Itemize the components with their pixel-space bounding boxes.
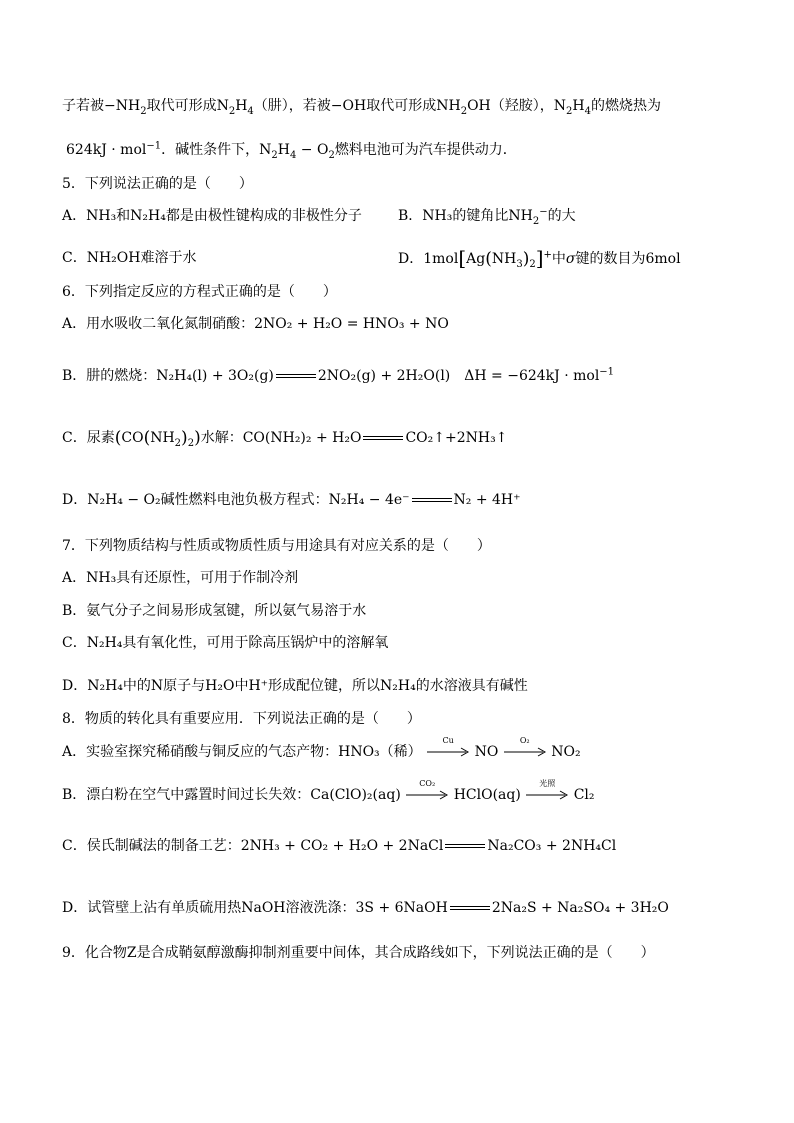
reaction-arrow (503, 736, 547, 759)
intro-text: （羟胺）， (490, 98, 554, 114)
option-text: 水解：CO(NH₂)₂ + H₂O (200, 430, 362, 446)
q5-option-d[interactable]: D．$1mol[Ag(NH_3)_2]^+$中σ键的数目为6mol (398, 246, 681, 270)
option-text: 2Na₂S + Na₂SO₄ + 3H₂O (491, 900, 669, 916)
option-text: C．尿素 (62, 430, 115, 446)
q7-option-d[interactable]: D．N₂H₄中的N原子与H₂O中H⁺形成配位键，所以N₂H₄的水溶液具有碱性 (62, 678, 528, 694)
q6-option-a[interactable]: A．用水吸收二氧化氮制硝酸：2NO₂ + H₂O = HNO₃ + NO (62, 316, 449, 332)
option-text: Na₂CO₃ + 2NH₄Cl (487, 838, 617, 854)
option-text: 中 (551, 251, 566, 267)
option-text: 的大 (547, 208, 576, 224)
equals-bar (412, 498, 452, 502)
option-text: N₂ + 4H⁺ (453, 492, 521, 508)
option-text: 键的数目为6mol (575, 251, 681, 267)
intro-text: ．碱性条件下， (161, 142, 260, 158)
option-text: D．N₂H₄ − O₂碱性燃料电池负极方程式：N₂H₄ − 4e⁻ (62, 492, 410, 508)
intro-text: 取代可形成 (146, 98, 217, 114)
question-8-stem: 8．物质的转化具有重要应用．下列说法正确的是（ ） (62, 711, 421, 727)
arrow-label: Cu (442, 736, 454, 745)
option-text: C．侯氏制碱法的制备工艺：2NH₃ + CO₂ + H₂O + 2NaCl (62, 838, 444, 854)
option-text: B．肼的燃烧：N₂H₄(l) + 3O₂(g) (62, 368, 274, 384)
option-text: HClO(aq) (453, 787, 521, 803)
intro-line-2: 624kJ · mol$^{-1}$．碱性条件下，$N_2H_4 - O_2$燃料电池可为汽车提供动力． (66, 140, 517, 161)
q5-option-b[interactable]: B．NH₃的键角比$NH_2^-$的大 (398, 206, 576, 227)
intro-text: 燃料电池可为汽车提供动力． (334, 142, 517, 158)
option-text: 2NO₂(g) + 2H₂O(l) ΔH = −624kJ · mol (317, 368, 600, 384)
equals-bar (450, 906, 490, 910)
intro-text: 624kJ · mol (66, 142, 147, 158)
arrow-label: CO₂ (419, 779, 436, 788)
reaction-arrow (525, 779, 569, 802)
option-text: Cl₂ (573, 787, 595, 803)
option-text: NO₂ (551, 744, 581, 760)
q6-option-d[interactable] (62, 490, 521, 510)
question-7-stem: 7．下列物质结构与性质或物质性质与用途具有对应关系的是（ ） (62, 538, 491, 554)
q7-option-b[interactable]: B．氨气分子之间易形成氢键，所以氨气易溶于水 (62, 603, 367, 619)
intro-text: 取代可形成 (366, 98, 437, 114)
q8-option-d[interactable] (62, 898, 669, 918)
equals-bar (276, 374, 316, 378)
question-6-stem: 6．下列指定反应的方程式正确的是（ ） (62, 284, 337, 300)
q5-option-c[interactable]: C．NH₂OH难溶于水 (62, 250, 197, 266)
option-text: B．NH₃的键角比 (398, 208, 509, 224)
option-text: NO (474, 744, 499, 760)
intro-text: 的燃烧热为 (590, 98, 661, 114)
equals-bar (445, 844, 485, 848)
q8-option-c[interactable] (62, 836, 616, 856)
intro-text: 子若被 (62, 98, 104, 114)
question-5-stem: 5．下列说法正确的是（ ） (62, 176, 253, 192)
option-text: CO₂↑+2NH₃↑ (405, 430, 508, 446)
arrow-label: 光照 (539, 779, 556, 788)
q6-option-c[interactable]: C．尿素$(CO(NH_2)_2)$水解：CO(NH₂)₂ + H₂O CO₂↑+2NH₃↑ (62, 428, 508, 449)
q6-option-b[interactable]: B．肼的燃烧：N₂H₄(l) + 3O₂(g) 2NO₂(g) + 2H₂O(l) ΔH = −624kJ · mol$^{-1}$ (62, 366, 615, 384)
intro-text: （肼），若被 (253, 98, 331, 114)
equals-bar (363, 436, 403, 440)
q7-option-c[interactable]: C．N₂H₄具有氧化性，可用于除高压锅炉中的溶解氧 (62, 635, 389, 651)
option-text: A．实验室探究稀硝酸与铜反应的气态产物：HNO₃（稀） (62, 744, 422, 760)
question-9-stem: 9．化合物Z是合成鞘氨醇激酶抑制剂重要中间体，其合成路线如下，下列说法正确的是（ ） (62, 945, 655, 961)
q5-option-a[interactable]: A．NH₃和N₂H₄都是由极性键构成的非极性分子 (62, 208, 362, 224)
q7-option-a[interactable]: A．NH₃具有还原性，可用于作制冷剂 (62, 570, 299, 586)
option-text: B．漂白粉在空气中露置时间过长失效：Ca(ClO)₂(aq) (62, 787, 401, 803)
reaction-arrow (426, 736, 470, 759)
q8-option-a[interactable] (62, 736, 581, 762)
reaction-arrow (405, 779, 449, 802)
option-text: D．试管壁上沾有单质硫用热NaOH溶液洗涤：3S + 6NaOH (62, 900, 448, 916)
option-text: D．1mol (398, 251, 459, 267)
intro-line-1: 子若被$-NH_2$取代可形成$N_2H_4$（肼），若被−OH取代可形成$NH_2OH$（羟胺），$N_2H_4$的燃烧热为 (62, 98, 661, 117)
arrow-label: O₂ (519, 736, 530, 745)
q8-option-b[interactable] (62, 779, 595, 805)
